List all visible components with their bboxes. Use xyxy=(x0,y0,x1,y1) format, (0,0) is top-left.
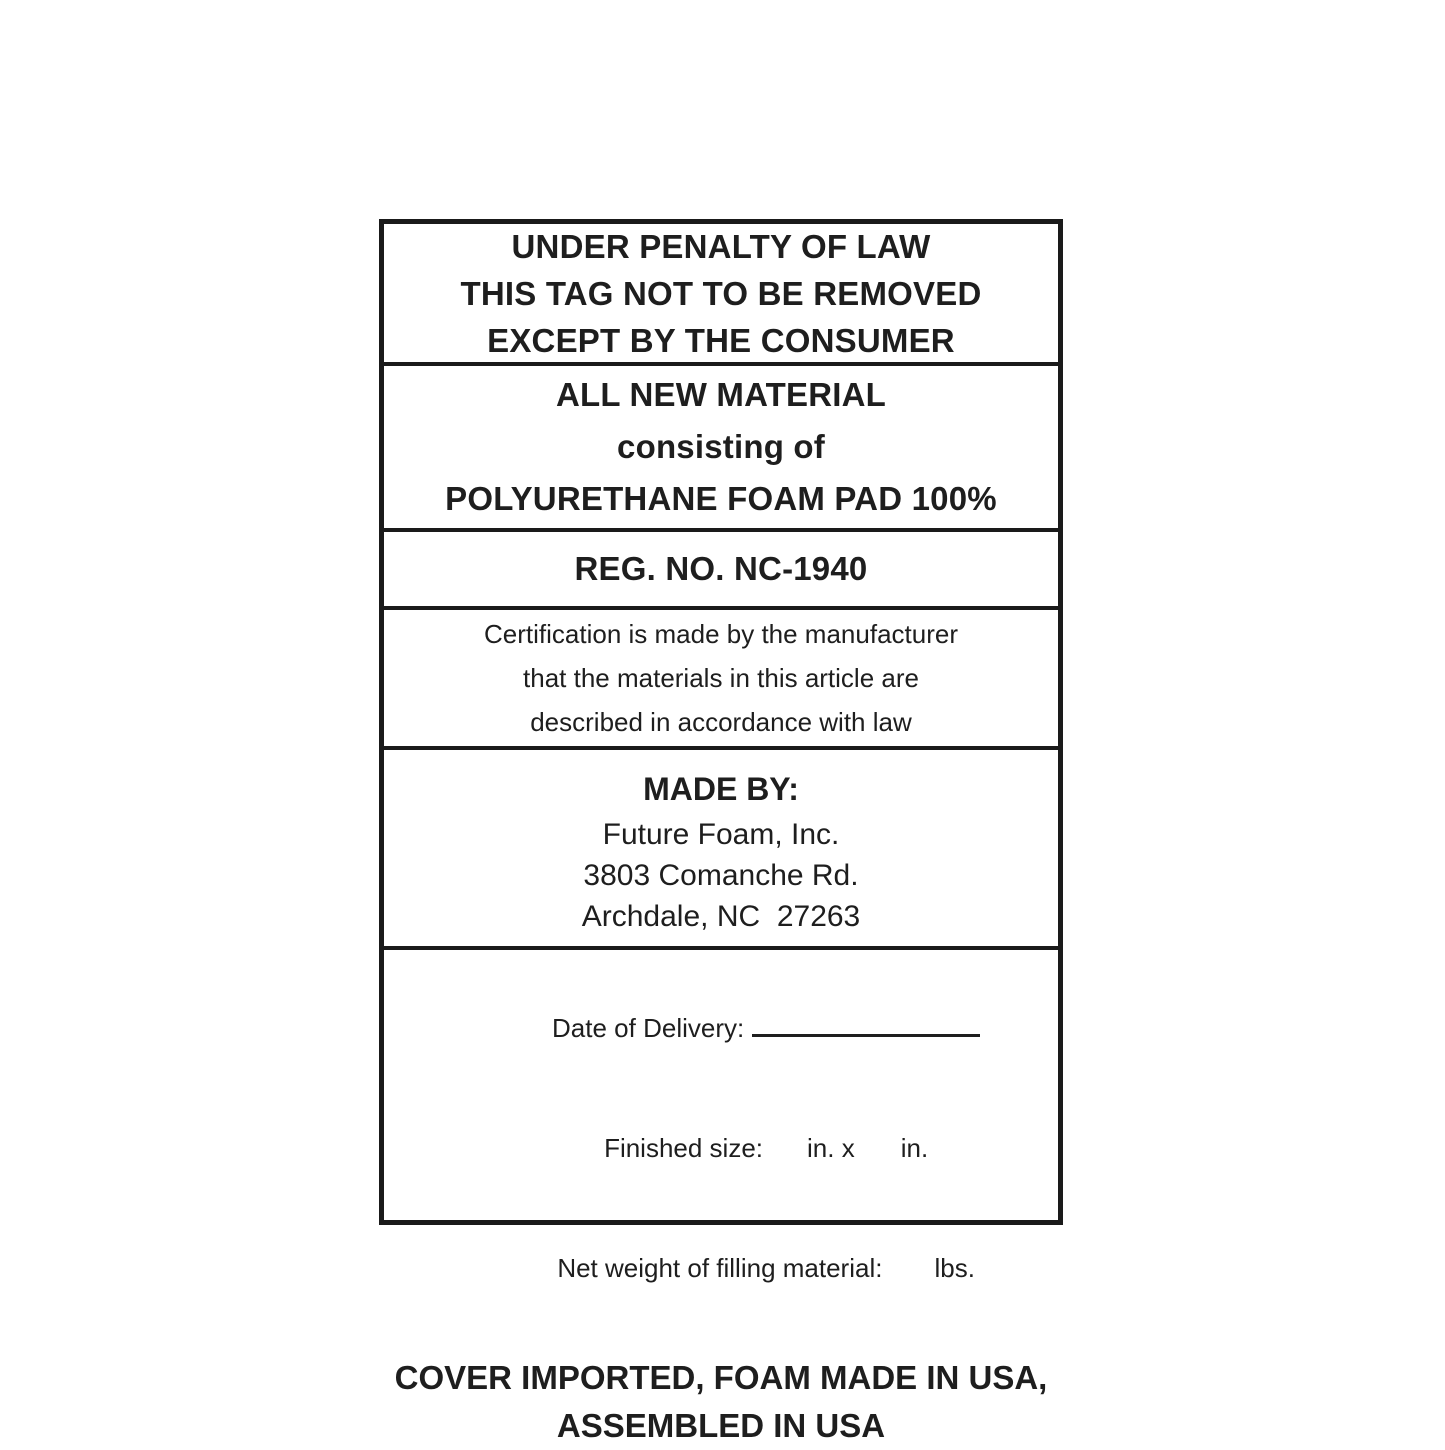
made-by-name: Future Foam, Inc. xyxy=(602,817,840,851)
details-section xyxy=(384,950,1058,1450)
net-weight-label: Net weight of filling material: xyxy=(557,1253,883,1283)
certification-line: described in accordance with law xyxy=(530,707,912,737)
origin-line: COVER IMPORTED, FOAM MADE IN USA, xyxy=(394,1359,1048,1396)
certification-section xyxy=(384,610,1058,750)
made-by-city: Archdale, NC 27263 xyxy=(581,899,861,933)
reg-no-text: REG. NO. NC-1940 xyxy=(574,550,868,587)
law-tag xyxy=(379,219,1063,1444)
material-section xyxy=(384,366,1058,532)
made-by-section xyxy=(384,750,1058,950)
material-line: ALL NEW MATERIAL xyxy=(555,376,887,413)
finished-size-unit-b: in. xyxy=(900,1133,929,1163)
net-weight-unit: lbs. xyxy=(934,1253,975,1283)
penalty-section xyxy=(384,224,1058,366)
date-of-delivery-row xyxy=(480,968,980,1088)
fill-in-details xyxy=(462,950,980,1328)
reg-no-section xyxy=(384,532,1058,610)
origin-line: ASSEMBLED IN USA xyxy=(556,1407,886,1444)
net-weight-row xyxy=(480,1208,980,1328)
date-of-delivery-label: Date of Delivery: xyxy=(552,1013,745,1043)
origin-statement xyxy=(395,1354,1048,1450)
date-of-delivery-blank xyxy=(752,1010,980,1037)
certification-line: that the materials in this article are xyxy=(523,663,919,693)
finished-size-row xyxy=(480,1088,980,1208)
material-line: consisting of xyxy=(617,428,825,465)
penalty-line: THIS TAG NOT TO BE REMOVED xyxy=(460,274,982,312)
material-line: POLYURETHANE FOAM PAD 100% xyxy=(445,480,997,517)
made-by-heading: MADE BY: xyxy=(643,770,799,807)
penalty-line: UNDER PENALTY OF LAW xyxy=(511,227,931,265)
finished-size-unit-a: in. x xyxy=(807,1133,855,1163)
made-by-street: 3803 Comanche Rd. xyxy=(583,858,859,892)
penalty-line: EXCEPT BY THE CONSUMER xyxy=(487,321,955,359)
certification-line: Certification is made by the manufacturer xyxy=(484,619,958,649)
finished-size-label: Finished size: xyxy=(604,1133,764,1163)
